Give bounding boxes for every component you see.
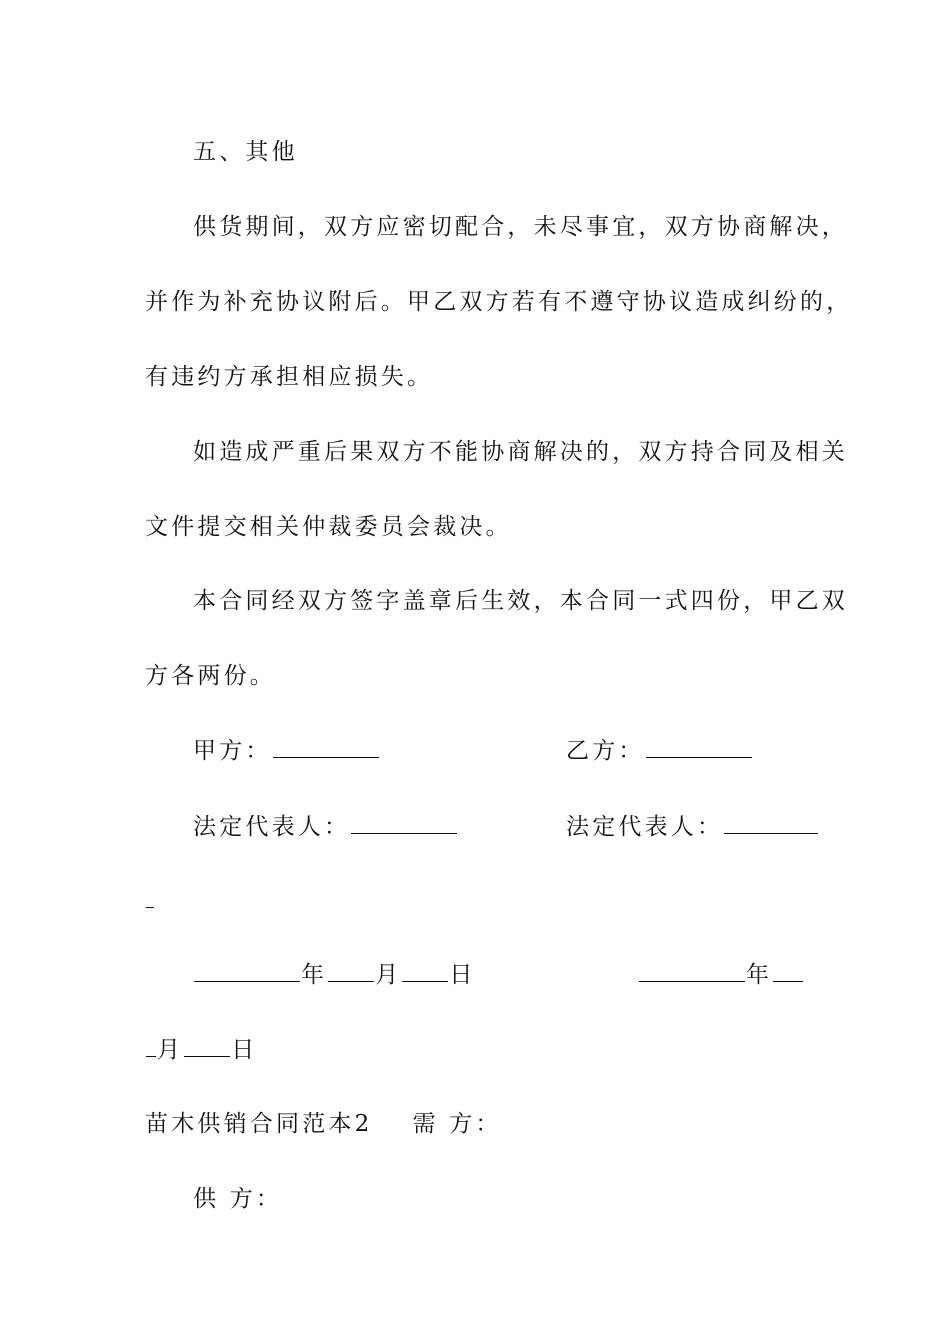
date-a-year-blank[interactable]	[194, 959, 300, 982]
paragraph-line: 文件提交相关仲裁委员会裁决。	[145, 514, 512, 540]
date-b-year-blank[interactable]	[639, 959, 745, 982]
paragraph-line: 方各两份。	[145, 663, 276, 689]
paragraph-line: 本合同经双方签字盖章后生效，本合同一式四份，甲乙双	[193, 588, 848, 614]
date-b-month-blank-tail[interactable]	[146, 1034, 156, 1057]
paragraph-line: 并作为补充协议附后。甲乙双方若有不遵守协议造成纠纷的，	[145, 289, 853, 315]
date-b-month-blank[interactable]	[773, 959, 803, 982]
year-label: 年	[301, 962, 328, 988]
party-a-blank[interactable]	[273, 735, 379, 758]
rep-a-label: 法定代表人：	[193, 814, 351, 840]
date-a-day-blank[interactable]	[402, 959, 448, 982]
rep-b-blank-tail[interactable]	[146, 885, 154, 908]
party-b-label: 乙方：	[566, 738, 645, 764]
year-label: 年	[746, 962, 773, 988]
date-a-field	[193, 959, 476, 990]
date-b-day-blank[interactable]	[184, 1034, 230, 1057]
next-contract-line	[145, 1109, 502, 1139]
rep-a-blank[interactable]	[351, 811, 457, 834]
paragraph-line: 如造成严重后果双方不能协商解决的，双方持合同及相关	[193, 439, 848, 465]
date-b-field-continued	[145, 1034, 257, 1065]
next-contract-title: 苗木供销合同范本2	[145, 1111, 373, 1137]
party-b-blank[interactable]	[646, 735, 752, 758]
rep-b-field	[566, 811, 819, 842]
paragraph-line: 有违约方承担相应损失。	[145, 364, 434, 390]
party-b-field	[566, 735, 753, 766]
buyer-label: 需 方：	[412, 1111, 502, 1137]
party-a-field	[193, 735, 380, 766]
month-label: 月	[375, 962, 402, 988]
rep-a-field	[193, 811, 458, 842]
date-a-month-blank[interactable]	[328, 959, 374, 982]
month-label: 月	[157, 1037, 184, 1063]
day-label: 日	[449, 962, 476, 988]
party-a-label: 甲方：	[193, 738, 272, 764]
supplier-label: 供 方：	[193, 1186, 283, 1212]
paragraph-line: 供货期间，双方应密切配合，未尽事宜，双方协商解决，	[193, 214, 848, 240]
rep-b-blank-continued	[145, 885, 155, 916]
rep-b-label: 法定代表人：	[566, 814, 724, 840]
day-label: 日	[231, 1037, 258, 1063]
date-b-field	[638, 959, 804, 990]
section-heading: 五、其他	[193, 139, 298, 165]
rep-b-blank[interactable]	[724, 811, 818, 834]
